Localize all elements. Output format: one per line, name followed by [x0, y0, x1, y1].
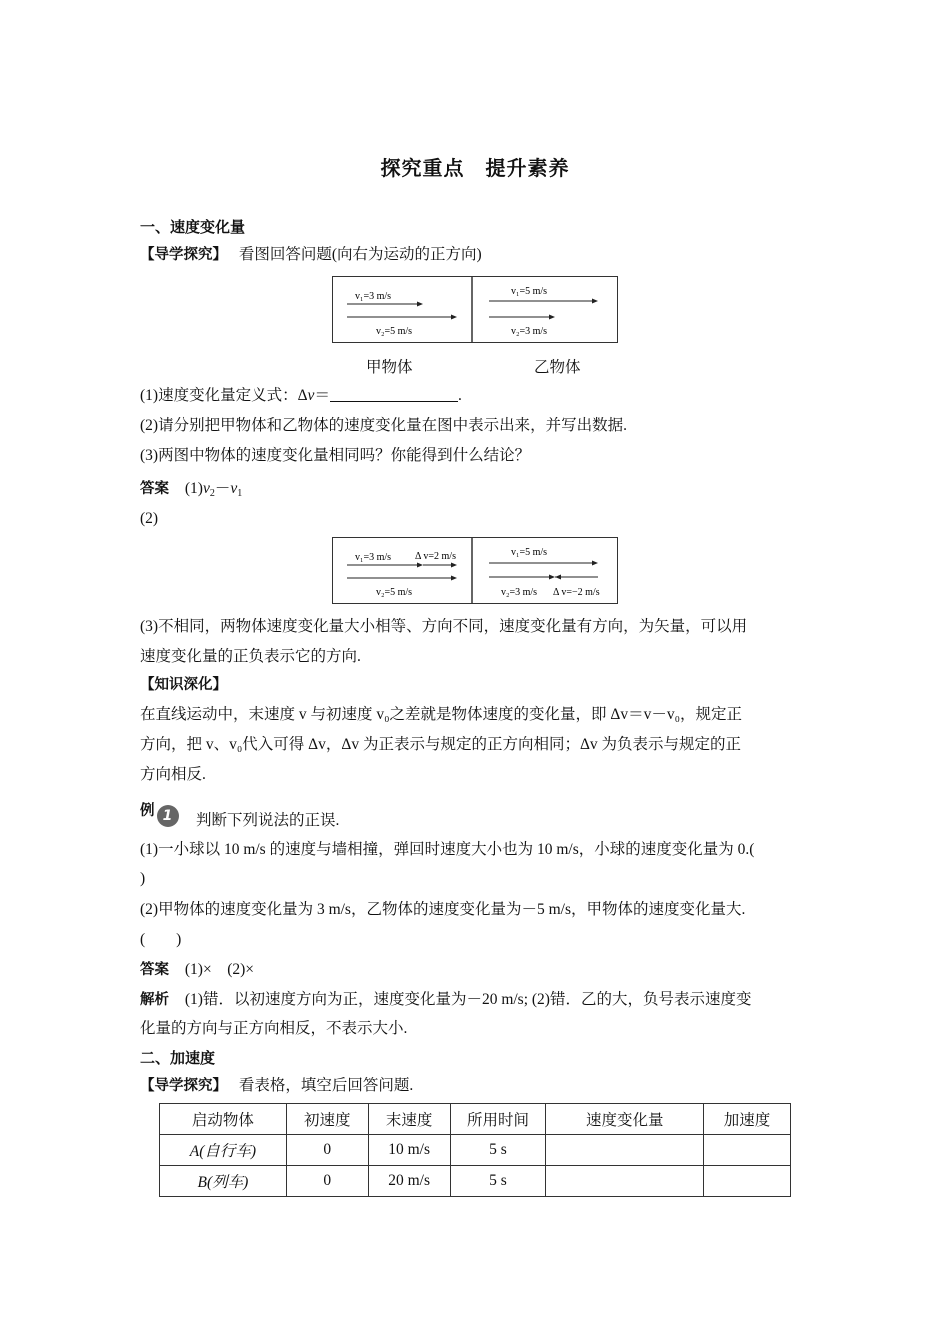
- example-prompt: 判断下列说法的正误.: [196, 812, 340, 829]
- figure-1: [332, 276, 618, 343]
- guide-tag: 【导学探究】: [140, 247, 227, 263]
- table-header-cell: 所用时间: [450, 1104, 546, 1135]
- guide-text: 看图回答问题(向右为运动的正方向): [238, 246, 482, 263]
- answer-3-line-1: (3)不相同，两物体速度变化量大小相等、方向不同，速度变化量有方向，为矢量，可以用: [140, 618, 748, 635]
- knowledge-line-3: 方向相反.: [140, 766, 206, 783]
- table-header-row: [160, 1104, 791, 1135]
- question-1-end: .: [457, 387, 462, 404]
- page-title: 探究重点 提升素养: [380, 156, 570, 180]
- table-cell-blank[interactable]: [704, 1135, 791, 1166]
- fig2-right-dv: Δ v=−2 m/s: [553, 587, 600, 598]
- answer-blank[interactable]: [330, 385, 458, 402]
- answer-1-prefix: (1): [184, 480, 203, 497]
- answer-1-minus: －: [214, 480, 231, 497]
- example-item-2-line-1: (2)甲物体的速度变化量为 3 m/s，乙物体的速度变化量为－5 m/s，甲物体的速度变化量大.: [140, 901, 746, 918]
- fig1-left-v1: v₁=3 m/s: [355, 291, 392, 302]
- table-header-cell: 加速度: [704, 1104, 791, 1135]
- answer-1-sub1: 1: [237, 488, 243, 499]
- question-2: (2)请分别把甲物体和乙物体的速度变化量在图中表示出来，并写出数据.: [140, 417, 627, 434]
- figure-1-drawing: [333, 277, 617, 342]
- example-item-1-line-2: ): [140, 870, 146, 887]
- fig2-right-v2: v₂=3 m/s: [501, 587, 538, 598]
- answer-3-line-2: 速度变化量的正负表示它的方向.: [140, 648, 361, 665]
- fig1-right-label: 乙物体: [534, 359, 581, 376]
- example-item-1-line-1: (1)一小球以 10 m/s 的速度与墙相撞，弹回时速度大小也为 10 m/s，小球的速度变化量为 0.(: [140, 841, 755, 858]
- knowledge-tag: 【知识深化】: [140, 677, 227, 693]
- example-answer: [140, 955, 812, 985]
- guide-line: [140, 240, 812, 270]
- knowledge-line-1: 在直线运动中，末速度 v 与初速度 v₀之差就是物体速度的变化量，即 Δv＝v－v₀，规定正: [140, 706, 743, 723]
- fig1-right-v1: v₁=5 m/s: [511, 286, 548, 297]
- example-label: 例: [140, 803, 155, 819]
- fig2-left-v1: v₁=3 m/s: [355, 552, 392, 563]
- example-answer-tag: 答案: [140, 962, 169, 978]
- fig2-left-v2: v₂=5 m/s: [376, 587, 413, 598]
- table-cell: 0: [286, 1166, 368, 1197]
- answer-2-label: (2): [140, 510, 159, 527]
- figure-2: [332, 537, 618, 604]
- table-header-cell: 启动物体: [160, 1104, 287, 1135]
- table-header-cell: 末速度: [368, 1104, 450, 1135]
- table-cell: 5 s: [450, 1135, 546, 1166]
- example-analysis-line-2: 化量的方向与正方向相反，不表示大小.: [140, 1020, 408, 1037]
- acceleration-table: [159, 1103, 791, 1197]
- question-1-eq: ＝: [314, 387, 330, 404]
- table-header-cell: 初速度: [286, 1104, 368, 1135]
- table-cell: B(列车): [160, 1166, 287, 1197]
- question-1: [140, 381, 812, 411]
- section-heading-acceleration: 二、加速度: [140, 1049, 216, 1067]
- question-3: (3)两图中物体的速度变化量相同吗？你能得到什么结论？: [140, 447, 531, 464]
- table-cell: 10 m/s: [368, 1135, 450, 1166]
- table-row: [160, 1166, 791, 1197]
- table-cell-blank[interactable]: [546, 1166, 704, 1197]
- section-heading-velocity-change: 一、速度变化量: [140, 218, 246, 236]
- table-cell: 0: [286, 1135, 368, 1166]
- question-1-prefix: (1)速度变化量定义式：Δ: [140, 387, 308, 404]
- fig1-left-v2: v₂=5 m/s: [376, 326, 413, 337]
- fig1-right-v2: v₂=3 m/s: [511, 326, 548, 337]
- table-cell: A(自行车): [160, 1135, 287, 1166]
- table-cell: 20 m/s: [368, 1166, 450, 1197]
- example-item-2-line-2: ( ): [140, 931, 182, 948]
- figure-2-drawing: [333, 538, 617, 603]
- fig2-right-v1: v₁=5 m/s: [511, 547, 548, 558]
- example-analysis-line-1: [140, 985, 812, 1015]
- answer-1-v1: v: [230, 480, 238, 497]
- table-cell-blank[interactable]: [546, 1135, 704, 1166]
- table-cell: 5 s: [450, 1166, 546, 1197]
- example-analysis-tag: 解析: [140, 992, 169, 1008]
- fig1-left-label: 甲物体: [366, 359, 413, 376]
- answer-1-v2: v: [202, 480, 210, 497]
- example-number-badge: 1: [157, 805, 179, 827]
- table-header-cell: 速度变化量: [546, 1104, 704, 1135]
- knowledge-line-2: 方向，把 v、v₀代入可得 Δv，Δv 为正表示与规定的正方向相同；Δv 为负表示与规定的正: [140, 736, 742, 753]
- guide-line-2: [140, 1071, 812, 1101]
- table-row: [160, 1135, 791, 1166]
- question-1-var: v: [307, 387, 315, 404]
- example-analysis-text-1: (1)错．以初速度方向为正，速度变化量为－20 m/s; (2)错．乙的大，负号表示速度变: [184, 991, 752, 1008]
- guide-text-2: 看表格，填空后回答问题.: [238, 1077, 414, 1094]
- guide-tag-2: 【导学探究】: [140, 1078, 227, 1094]
- answer-1-sub2: 2: [209, 488, 215, 499]
- answer-tag: 答案: [140, 481, 169, 497]
- table-cell-blank[interactable]: [704, 1166, 791, 1197]
- fig2-left-dv: Δ v=2 m/s: [415, 551, 456, 562]
- example-answer-text: (1)× (2)×: [184, 961, 255, 978]
